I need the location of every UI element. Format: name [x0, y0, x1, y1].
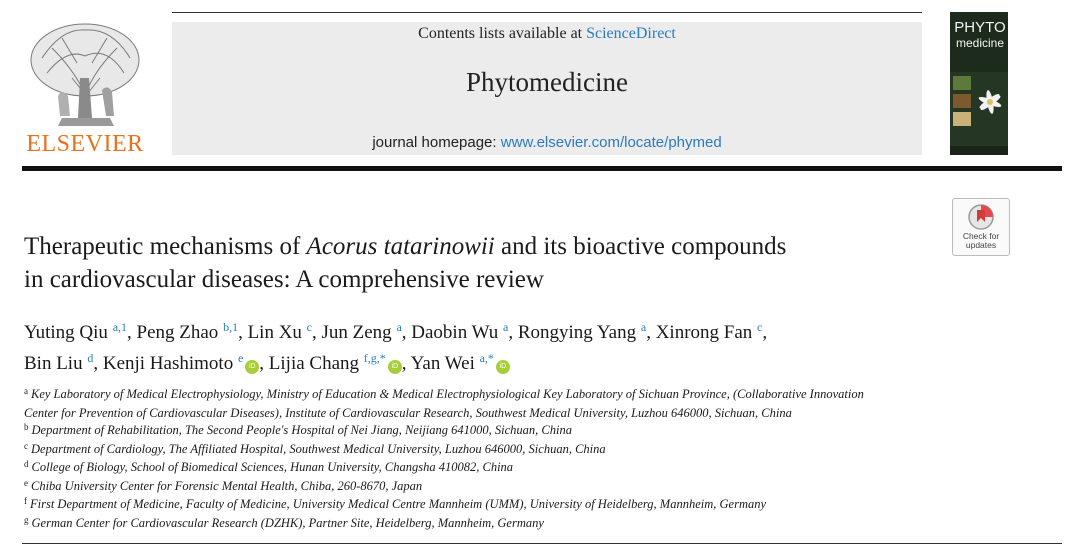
author-separator: , — [401, 322, 412, 343]
affiliation-item — [24, 496, 1064, 515]
homepage-line — [172, 134, 922, 151]
author-name: Kenji Hashimoto — [102, 353, 238, 374]
journal-banner — [172, 22, 922, 155]
affiliation-item — [24, 459, 1064, 478]
orcid-icon[interactable]: iD — [388, 360, 402, 374]
author-name: Xinrong Fan — [655, 322, 758, 343]
author-affiliation-mark[interactable]: c — [757, 320, 763, 334]
author[interactable] — [24, 322, 127, 343]
tree-of-knowledge-icon — [22, 18, 148, 130]
crossmark-icon — [967, 203, 995, 231]
bottom-rule — [22, 543, 1062, 544]
contents-prefix: Contents lists available at — [418, 25, 587, 42]
author-affiliation-mark[interactable]: d — [87, 351, 94, 365]
affiliation-letter: f — [24, 496, 27, 506]
elsevier-logo[interactable] — [22, 18, 148, 158]
author[interactable] — [248, 322, 312, 343]
author[interactable] — [24, 353, 93, 374]
affiliation-text: First Department of Medicine, Faculty of Medicine, University Medical Centre Mannheim (UMM), University of Heidelberg, Mannheim, Germany — [30, 497, 767, 511]
check-for-updates-button[interactable] — [952, 198, 1010, 256]
orcid-icon[interactable]: iD — [496, 360, 510, 374]
affiliation-letter: c — [24, 440, 28, 451]
affiliation-text: Department of Rehabilitation, The Second People's Hospital of Nei Jiang, Neijiang 641000, Sichuan, China — [31, 423, 572, 437]
affiliation-letter: e — [24, 477, 28, 488]
orcid-icon[interactable]: iD — [245, 360, 259, 374]
author-name: Peng Zhao — [136, 322, 224, 343]
affiliation-item — [24, 422, 1064, 441]
affiliation-item — [24, 478, 1064, 497]
author-affiliation-mark[interactable]: c — [306, 320, 312, 334]
author-affiliation-mark[interactable]: a — [396, 320, 402, 334]
author-separator: , — [259, 353, 269, 374]
affiliation-text: College of Biology, School of Biomedical Sciences, Hunan University, Changsha 410082, China — [31, 460, 514, 474]
author-name: Rongying Yang — [517, 322, 641, 343]
check-label-line2: updates — [965, 240, 997, 250]
author-affiliation-mark[interactable]: a,1 — [112, 320, 128, 334]
journal-name: Phytomedicine — [466, 67, 628, 97]
author[interactable] — [411, 353, 510, 374]
title-line-2: in cardiovascular diseases: A comprehensive review — [24, 266, 544, 293]
affiliation-text: Key Laboratory of Medical Electrophysiology, Ministry of Education & Medical Electrophysiological Key Laboratory of Sichuan Province, (Collaborative Innovation — [31, 387, 864, 401]
author[interactable] — [518, 322, 646, 343]
author-separator: , — [238, 322, 248, 343]
affiliation-text: Chiba University Center for Forensic Mental Health, Chiba, 260-8670, Japan — [31, 478, 423, 493]
author[interactable] — [411, 322, 508, 343]
journal-cover[interactable] — [950, 12, 1008, 155]
title-line-1 — [24, 230, 934, 263]
journal-homepage-link[interactable]: www.elsevier.com/locate/phymed — [500, 134, 722, 151]
author-affiliation-mark[interactable]: a — [640, 320, 647, 334]
affiliation-item — [24, 386, 1064, 405]
top-rule — [172, 12, 922, 13]
affiliation-item — [24, 405, 1064, 423]
affiliation-item — [24, 441, 1064, 460]
title-species: Acorus tatarinowii — [306, 233, 495, 260]
elsevier-wordmark: ELSEVIER — [26, 131, 144, 157]
author-affiliation-mark[interactable]: a — [503, 320, 509, 334]
check-for-updates-label — [953, 232, 1009, 250]
author-name: Jun Zeng — [321, 322, 397, 343]
cover-title-medicine: medicine — [955, 36, 1005, 50]
author[interactable] — [656, 322, 763, 343]
author-name: Lijia Chang — [268, 353, 364, 374]
affiliation-letter: b — [24, 422, 29, 432]
author-separator: , — [762, 322, 768, 343]
sciencedirect-link[interactable]: ScienceDirect — [586, 25, 676, 42]
author[interactable] — [322, 322, 402, 343]
masthead-thick-rule — [22, 166, 1062, 171]
author-separator: , — [508, 322, 518, 343]
author-name: Lin Xu — [247, 322, 307, 343]
author-affiliation-mark[interactable]: b,1 — [223, 320, 239, 334]
author-affiliation-mark[interactable]: f,g,* — [363, 351, 386, 365]
contents-line — [172, 25, 922, 43]
check-label-line1: Check for — [962, 231, 1000, 241]
homepage-prefix: journal homepage: — [372, 134, 501, 151]
author[interactable] — [103, 353, 259, 374]
affiliation-text: Center for Prevention of Cardiovascular Diseases), Institute of Cardiovascular Research, Southwest Medical University, Luzhou 646000, Sichuan, China — [24, 405, 792, 420]
author-separator: , — [646, 322, 656, 343]
article-title — [24, 230, 934, 296]
author-affiliation-mark[interactable]: e — [237, 351, 244, 365]
title-part1: Therapeutic mechanisms of — [24, 233, 307, 260]
author-separator: , — [93, 353, 103, 374]
affiliation-list — [24, 386, 1064, 533]
affiliation-letter: d — [24, 459, 29, 469]
author-list — [24, 318, 1024, 380]
affiliation-item — [24, 515, 1064, 534]
affiliation-text: Department of Cardiology, The Affiliated Hospital, Southwest Medical University, Luzhou 646000, Sichuan, China — [31, 441, 606, 456]
author-separator: , — [401, 353, 411, 374]
author-name: Yuting Qiu — [24, 322, 113, 343]
affiliation-letter: g — [24, 514, 29, 525]
author-separator: , — [127, 322, 137, 343]
author-separator: , — [312, 322, 322, 343]
cover-title-phyto: PHYTO — [954, 19, 1006, 36]
author[interactable] — [269, 353, 402, 374]
author-name: Bin Liu — [24, 353, 88, 374]
author-name: Daobin Wu — [411, 322, 504, 343]
author-affiliation-mark[interactable]: a,* — [479, 351, 494, 365]
affiliation-letter: a — [24, 386, 28, 396]
author-name: Yan Wei — [410, 353, 480, 374]
title-part2: and its bioactive compounds — [494, 233, 787, 260]
cover-flower-image — [950, 72, 1008, 155]
affiliation-text: German Center for Cardiovascular Research (DZHK), Partner Site, Heidelberg, Mannheim, Germany — [31, 515, 544, 530]
author[interactable] — [137, 322, 239, 343]
